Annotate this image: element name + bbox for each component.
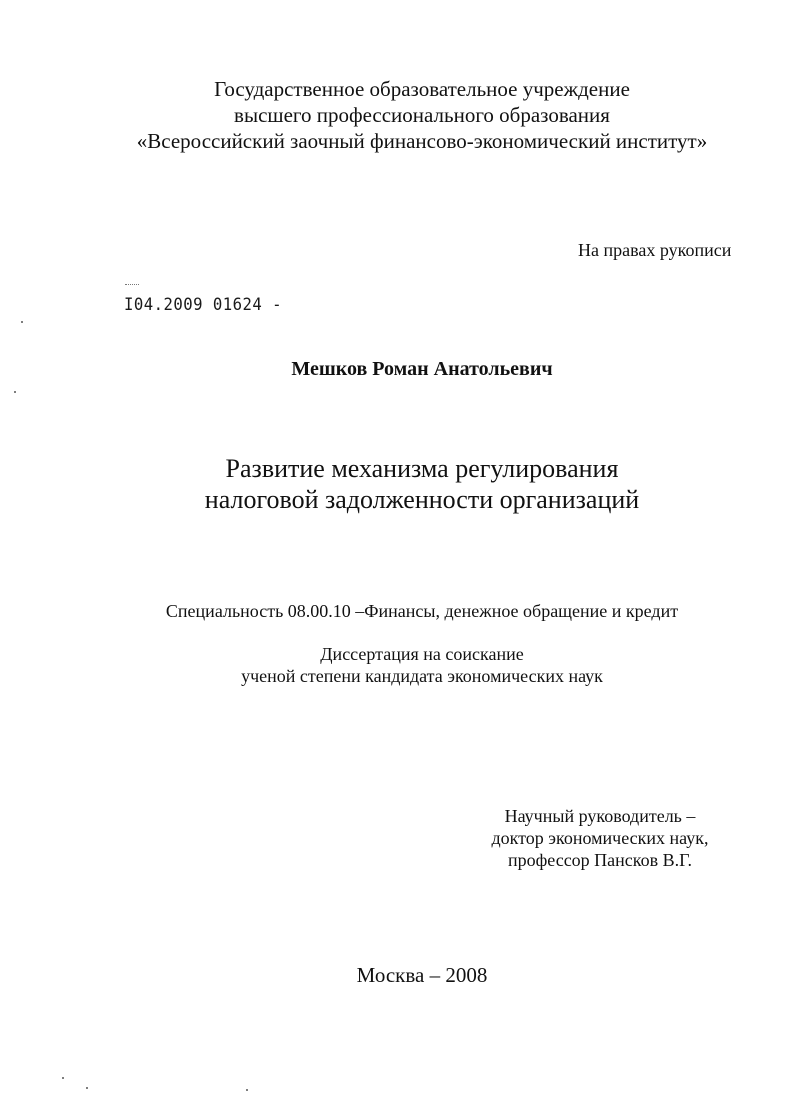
supervisor-line-1: Научный руководитель – — [504, 806, 696, 826]
degree-line-1: Диссертация на соискание — [320, 644, 524, 664]
dissertation-title — [24, 453, 796, 515]
manuscript-note: На правах рукописи — [578, 240, 732, 260]
specialty-line: Специальность 08.00.10 –Финансы, денежное обращение и кредит — [165, 601, 679, 621]
scan-speck — [86, 1087, 88, 1089]
institution-line-1: Государственное образовательное учреждение — [214, 77, 630, 101]
degree-statement — [24, 643, 796, 687]
stamp-dots — [125, 284, 139, 287]
title-line-1: Развитие механизма регулирования — [225, 454, 619, 483]
institution-header — [24, 76, 796, 154]
title-line-2: налоговой задолженности организаций — [204, 485, 640, 514]
institution-line-2: высшего профессионального образования — [234, 103, 610, 127]
author-name: Мешков Роман Анатольевич — [291, 358, 553, 380]
scan-speck — [62, 1077, 64, 1079]
institution-line-3: «Всероссийский заочный финансово-экономический институт» — [136, 129, 708, 153]
supervisor-line-2: доктор экономических наук, — [491, 828, 709, 848]
scan-speck — [21, 321, 23, 323]
supervisor-line-3: профессор Пансков В.Г. — [507, 850, 693, 870]
city-year: Москва – 2008 — [356, 963, 488, 987]
scan-speck — [246, 1089, 248, 1091]
supervisor-block — [470, 805, 730, 871]
degree-line-2: ученой степени кандидата экономических наук — [241, 666, 603, 686]
archive-stamp: I04.2009 01624 - — [124, 295, 283, 315]
scan-speck — [14, 391, 16, 393]
